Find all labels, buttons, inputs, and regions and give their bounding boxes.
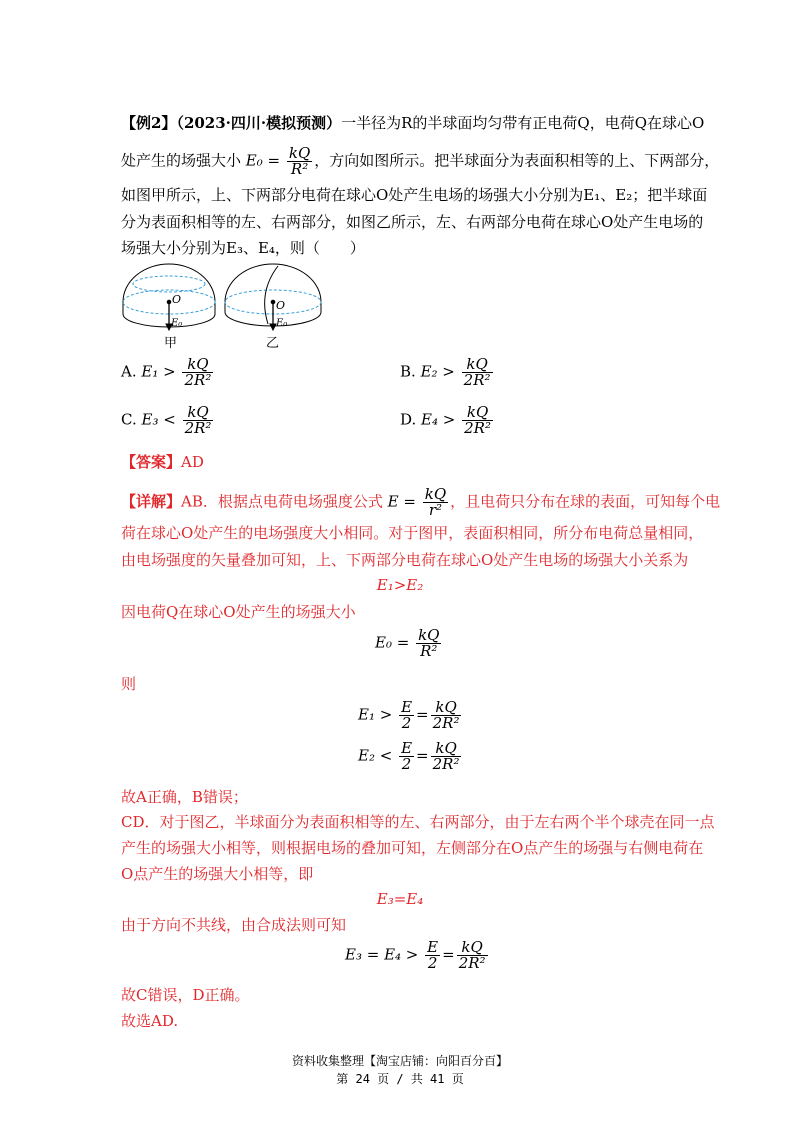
option-lhs: E₂ > (420, 362, 455, 381)
explanation-text: AB．根据点电荷电场强度公式 (181, 492, 383, 511)
denominator: 2R² (184, 419, 212, 437)
denominator: 2 (401, 714, 412, 732)
equation-e3-e4 (345, 940, 490, 971)
option-letter: C. (121, 410, 137, 429)
fraction (183, 405, 214, 436)
answer-label: 【答案】 (121, 453, 182, 471)
option-lhs: E₄ > (421, 410, 456, 429)
problem-line-4: 分为表面积相等的左、右两部分，如图乙所示，左、右两部分电荷在球心O处产生电场的 (121, 213, 704, 231)
numerator: kQ (431, 700, 462, 716)
option-c[interactable] (121, 405, 215, 436)
fraction (425, 940, 440, 971)
option-lhs: E₁ > (141, 362, 176, 381)
explanation-line-3: 由电场强度的矢量叠加可知，上、下两部分电荷在球心O处产生电场的场强大小关系为 (121, 551, 689, 569)
option-a[interactable] (121, 357, 215, 388)
e0-label-yi: E₀ (276, 318, 288, 329)
explanation-line-11: 故C错误，D正确。 (121, 986, 250, 1004)
equals: = (416, 705, 429, 724)
numerator: kQ (431, 741, 462, 757)
explanation-line-1 (121, 487, 720, 518)
problem-line-3: 如图甲所示，上、下两部分电荷在球心O处产生电场的场强大小分别为E₁、E₂；把半球面 (121, 186, 708, 204)
center-o-label-yi: O (276, 299, 286, 312)
problem-line-1 (121, 113, 704, 133)
option-letter: D. (400, 410, 417, 429)
option-lhs: E₃ < (141, 410, 176, 429)
formula-lhs: E₃ = E₄ > (345, 945, 419, 964)
fraction (182, 357, 213, 388)
problem-text: 一半径为R的半球面均匀带有正电荷Q，电荷Q在球心O (341, 114, 705, 132)
formula-lhs: E₁ > (358, 705, 393, 724)
formula-e: E = (387, 492, 416, 511)
explanation-line-10: 由于方向不共线，由合成法则可知 (121, 916, 347, 934)
option-letter: A. (121, 362, 137, 381)
fraction (287, 146, 312, 177)
explanation-line-7: CD．对于图乙，半球面分为表面积相等的左、右两部分，由于左右两个半个球壳在同一点 (121, 813, 715, 831)
equation-e2 (358, 741, 463, 772)
denominator: 2R² (464, 419, 491, 437)
denominator: 2 (427, 954, 438, 972)
denominator: R² (420, 642, 438, 660)
numerator: kQ (424, 485, 447, 503)
numerator: kQ (182, 357, 213, 373)
answer-line (121, 452, 204, 472)
fraction (431, 700, 462, 731)
equation-e3-eq-e4: E₃=E₄ (376, 890, 424, 908)
explanation-line-4: 因电荷Q在球心O处产生的场强大小 (121, 603, 356, 621)
problem-text: 处产生的场强大小 (121, 151, 242, 170)
equation-e1-gt-e2: E₁>E₂ (376, 576, 424, 594)
explanation-line-5: 则 (121, 675, 137, 693)
numerator: E (401, 698, 413, 716)
denominator: 2R² (458, 954, 486, 972)
option-d[interactable] (400, 405, 495, 436)
equals: = (416, 746, 429, 765)
fraction (399, 700, 414, 731)
explanation-line-8: 产生的场强大小相等，则根据电场的叠加可知，左侧部分在O点产生的场强与右侧电荷在 (121, 839, 704, 857)
denominator: 2R² (463, 371, 491, 389)
fraction (416, 628, 441, 659)
numerator: kQ (183, 405, 214, 421)
e0-label-jia: E₀ (171, 318, 183, 329)
numerator: kQ (457, 940, 488, 956)
fraction (462, 405, 493, 436)
center-o-label-jia: O (172, 293, 182, 306)
hemisphere-yi (225, 264, 321, 330)
explanation-line-9: O点产生的场强大小相等，即 (121, 865, 314, 883)
denominator: 2 (401, 755, 412, 773)
denominator: 2R² (184, 371, 212, 389)
numerator: kQ (462, 357, 493, 373)
problem-text: ，方向如图所示。把半球面分为表面积相等的上、下两部分， (314, 151, 720, 170)
answer-value: AD (181, 453, 204, 471)
formula-lhs: E₂ < (358, 746, 393, 765)
equals: = (442, 945, 455, 964)
footer-source: 资料收集整理【淘宝店铺：向阳百分百】 (291, 1054, 508, 1068)
numerator: E (401, 739, 413, 757)
fraction (462, 357, 493, 388)
figure-label-jia: 甲 (164, 336, 178, 351)
formula-e0: E₀ = (245, 151, 281, 170)
equation-e0 (375, 628, 443, 659)
explanation-label: 【详解】 (121, 492, 182, 511)
denominator: R² (290, 160, 309, 178)
fraction (457, 940, 488, 971)
numerator: kQ (418, 626, 440, 644)
problem-line-2 (121, 146, 719, 177)
denominator: 2R² (432, 714, 460, 732)
problem-source: （2023·四川·模拟预测） (176, 114, 342, 132)
numerator: kQ (462, 405, 493, 421)
numerator: kQ (288, 144, 311, 162)
numerator: E (427, 938, 439, 956)
fraction (399, 741, 414, 772)
equation-e1 (358, 700, 463, 731)
option-letter: B. (400, 362, 416, 381)
explanation-line-6: 故A正确，B错误； (121, 788, 248, 806)
explanation-text: ，且电荷只分布在球的表面，可知每个电 (450, 492, 721, 511)
fraction (423, 487, 448, 518)
fraction (431, 741, 462, 772)
example-label: 【例2】 (121, 114, 177, 132)
denominator: 2R² (432, 755, 460, 773)
hemisphere-jia (123, 264, 215, 330)
explanation-line-2: 荷在球心O处产生的电场强度大小相同。对于图甲，表面积相同，所分布电荷总量相同， (121, 524, 704, 542)
hemisphere-figure (120, 262, 330, 350)
problem-line-5: 场强大小分别为E₃、E₄，则（ ） (121, 239, 365, 257)
option-b[interactable] (400, 357, 495, 388)
page-number: 第 24 页 / 共 41 页 (336, 1072, 464, 1086)
figure-label-yi: 乙 (266, 336, 280, 351)
denominator: r² (428, 501, 443, 519)
formula-lhs: E₀ = (375, 633, 410, 652)
explanation-line-12: 故选AD. (121, 1012, 179, 1030)
